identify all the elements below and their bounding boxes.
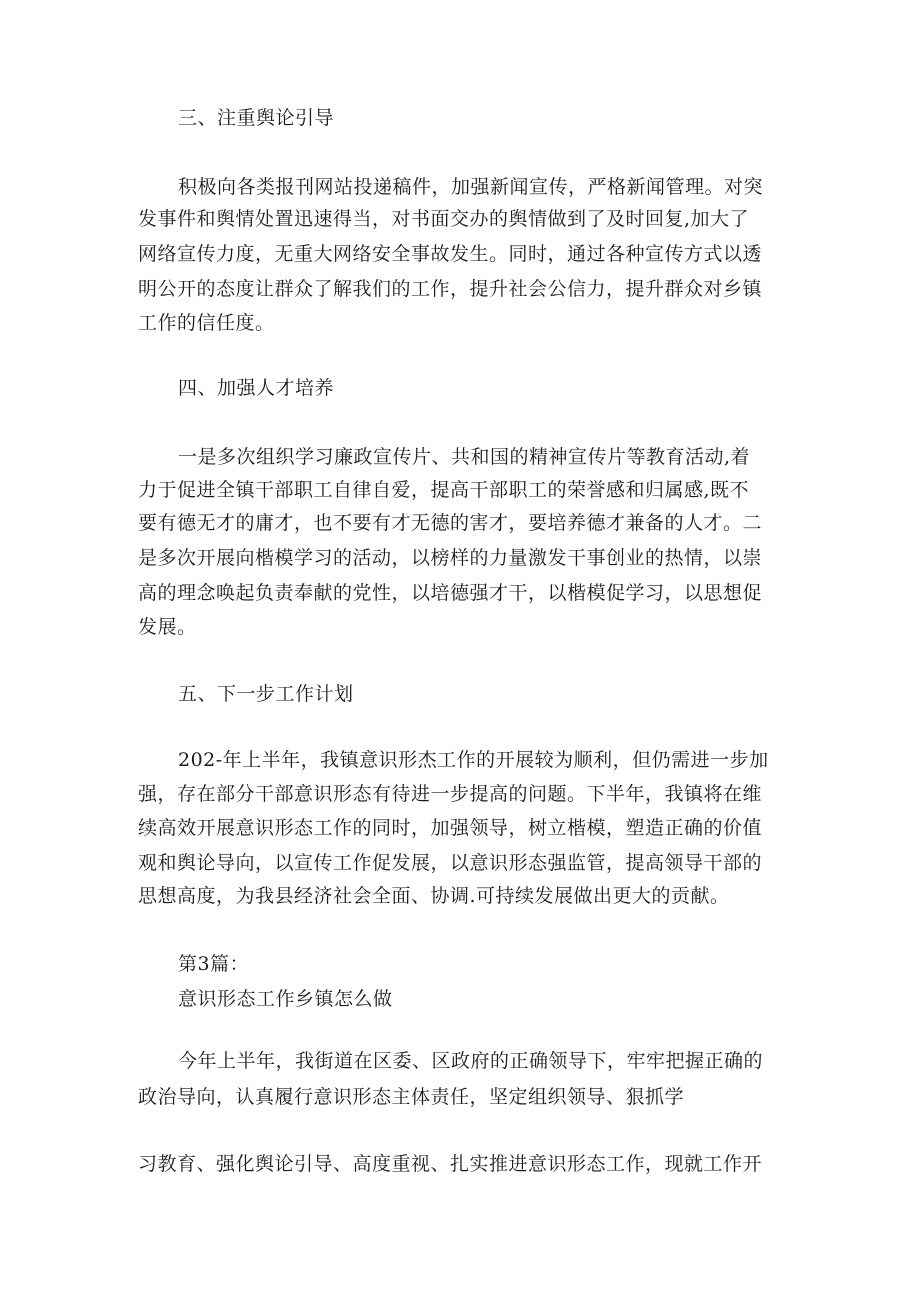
section-heading-3: 三、注重舆论引导	[178, 107, 335, 129]
paragraph-line: 202-年上半年，我镇意识形杰工作的开展较为顺利，但仍需进一步加	[178, 749, 769, 771]
part-title: 意识形态工作乡镇怎么做	[178, 988, 393, 1010]
paragraph-line: 今年上半年，我街道在区委、区政府的正确领导下，牢牢把握正确的	[178, 1050, 764, 1072]
paragraph-line: 是多次开展向楷模学习的活动，以榜样的力量激发干事创业的热情，以崇	[138, 547, 763, 569]
section-heading-5: 五、下一步工作计划	[178, 683, 354, 705]
paragraph-line: 工作的信任度。	[138, 312, 275, 334]
paragraph-line: 网络宣传力度，无重大网络安全事故发生。同时，通过各种宣传方式以透	[138, 243, 763, 265]
paragraph-line: 续高效开展意识形态工作的同时，加强领导，树立楷模，塑造正确的价值	[138, 817, 763, 839]
section-heading-4: 四、加强人才培养	[178, 377, 335, 399]
paragraph-line: 要有德无才的庸才，也不要有才无德的害才，要培养德才兼备的人才。二	[138, 512, 763, 534]
paragraph-line: 强，存在部分干部意识形态有待进一步提高的问题。下半年，我镇将在维	[138, 783, 763, 805]
paragraph-line: 一是多次组织学习廉政宣传片、共和国的精神宣传片等教育活动,着	[178, 446, 751, 468]
part-label: 第3篇：	[178, 953, 250, 975]
paragraph-line: 积极向各类报刊网站投递稿件，加强新闻宣传，严格新闻管理。对突	[178, 176, 764, 198]
paragraph-line: 思想高度，为我县经济社会全面、协调.可持续发展做出更大的贡献。	[138, 885, 730, 907]
paragraph-line: 政治导向，认真履行意识形态主体责任，坚定组织领导、狠抓学	[138, 1086, 685, 1108]
paragraph-line: 高的理念唤起负责奉献的党性，以培德强才干，以楷模促学习，以思想促	[138, 582, 763, 604]
paragraph-line: 习教育、强化舆论引导、高度重视、扎实推进意识形态工作，现就工作开	[138, 1153, 763, 1175]
paragraph-line: 发展。	[138, 616, 197, 638]
paragraph-line: 观和舆论导向，以宣传工作促发展，以意识形态强监管，提高领导干部的	[138, 852, 763, 874]
paragraph-line: 发事件和舆情处置迅速得当，对书面交办的舆情做到了及时回复,加大了	[138, 208, 750, 230]
paragraph-line: 明公开的态度让群众了解我们的工作，提升社会公信力，提升群众对乡镇	[138, 278, 763, 300]
paragraph-line: 力于促进全镇干部职工自律自爱，提高干部职工的荣誉感和归属感,既不	[138, 479, 750, 501]
